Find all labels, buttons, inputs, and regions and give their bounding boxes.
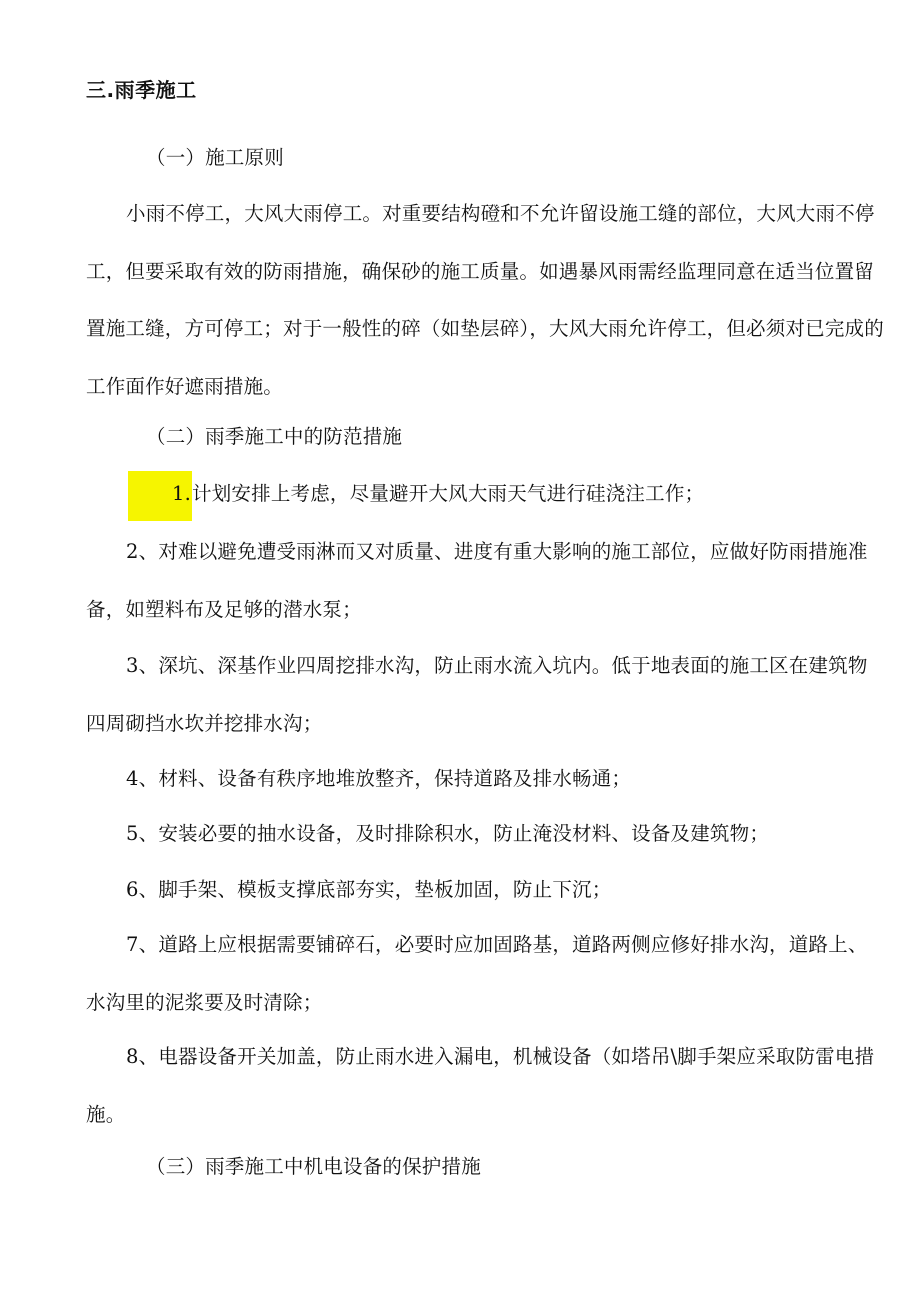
measure-item-number: 4、 <box>126 767 159 790</box>
measure-item-text: 深坑、深基作业四周挖排水沟，防止雨水流入坑内。低于地表面的施工区在建筑物四周砌挡水坎并挖排水沟； <box>86 654 868 735</box>
measure-item-text: 材料、设备有秩序地堆放整齐，保持道路及排水畅通； <box>158 767 632 790</box>
measure-item-number: 6、 <box>126 878 159 901</box>
measure-item-3 <box>86 637 886 752</box>
measure-item-2 <box>86 523 886 638</box>
measure-item-text: 电器设备开关加盖，防止雨水进入漏电，机械设备（如塔吊\脚手架应采取防雷电措施。 <box>86 1045 875 1126</box>
subsection-title-principles: （一）施工原则 <box>146 146 284 169</box>
measure-item-8 <box>86 1028 886 1143</box>
subsection-title-measures: （二）雨季施工中的防范措施 <box>146 425 403 448</box>
measure-item-number: 2、 <box>126 540 159 563</box>
measure-item-7 <box>86 916 886 1031</box>
measure-item-number: 7、 <box>126 933 159 956</box>
measure-item-text: 脚手架、模板支撑底部夯实，垫板加固，防止下沉； <box>158 878 612 901</box>
principles-paragraph: 小雨不停工，大风大雨停工。对重要结构磴和不允许留设施工缝的部位，大风大雨不停工，但要采取有效的防雨措施，确保砂的施工质量。如遇暴风雨需经监理同意在适当位置留置施工缝，方可停工；对于一般性的碎（如垫层碎），大风大雨允许停工，但必须对已完成的工作面作好遮雨措施。 <box>86 202 884 398</box>
measure-item-5 <box>86 805 886 863</box>
measure-item-1 <box>86 465 886 523</box>
measure-item-text: 计划安排上考虑，尽量避开大风大雨天气进行硅浇注工作； <box>192 482 705 505</box>
measure-item-text: 对难以避免遭受雨淋而又对质量、进度有重大影响的施工部位，应做好防雨措施准备，如塑料布及足够的潜水泵； <box>86 540 868 621</box>
subsection-title-equipment: （三）雨季施工中机电设备的保护措施 <box>146 1155 481 1178</box>
measure-item-text: 道路上应根据需要铺碎石，必要时应加固路基，道路两侧应修好排水沟，道路上、水沟里的泥浆要及时清除； <box>86 933 868 1014</box>
highlighted-number: 1. <box>128 471 192 521</box>
section-title: 三.雨季施工 <box>86 78 197 102</box>
measure-item-text: 安装必要的抽水设备，及时排除积水，防止淹没材料、设备及建筑物； <box>158 822 770 845</box>
measure-item-6 <box>86 861 886 919</box>
measure-item-number: 5、 <box>126 822 159 845</box>
measure-item-number: 3、 <box>126 654 159 677</box>
measure-item-4 <box>86 750 886 808</box>
measure-item-number: 8、 <box>126 1045 159 1068</box>
